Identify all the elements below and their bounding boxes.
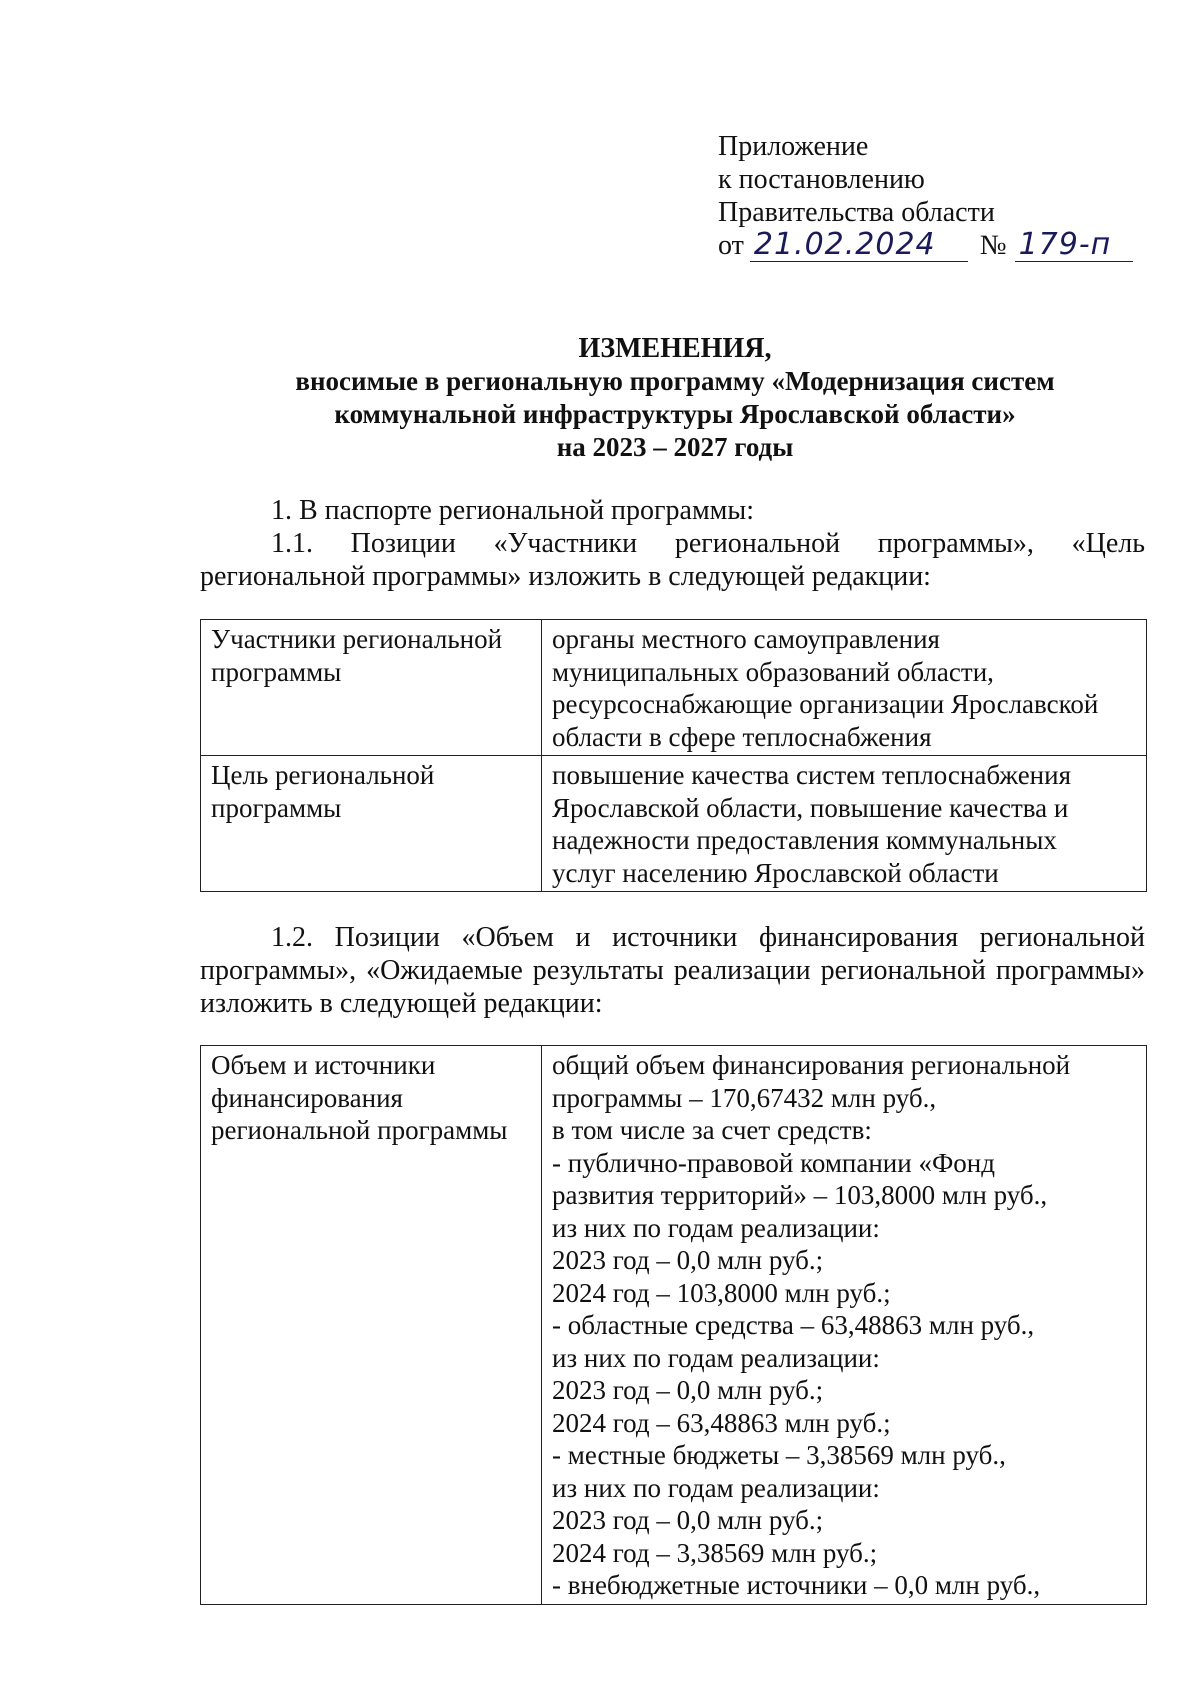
table-cell-label [201, 756, 542, 892]
cell-text: повышение качества систем теплоснабжения [552, 760, 1071, 790]
date-field [750, 227, 968, 262]
cell-text: из них по годам реализации: [552, 1212, 880, 1243]
cell-text: общий объем финансирования региональной [552, 1050, 1071, 1080]
cell-text: 2023 год – 0,0 млн руб.; [552, 1245, 824, 1275]
handwritten-number: 179-п [1018, 227, 1112, 262]
appendix-line-1: Приложение [718, 131, 869, 162]
cell-text: - публично-правовой компании «Фонд [552, 1147, 995, 1178]
number-field [1015, 227, 1133, 262]
cell-text: Объем и источники [211, 1050, 436, 1080]
cell-text: 2024 год – 103,8000 млн руб.; [552, 1277, 891, 1308]
appendix-header [718, 130, 1133, 262]
table-financing [200, 1045, 1147, 1605]
cell-text: программы [211, 792, 342, 823]
cell-text: в том числе за счет средств: [552, 1115, 872, 1145]
table-row [201, 756, 1147, 892]
title-line-2: вносимые в региональную программу «Модернизация систем [295, 366, 1055, 396]
cell-text: программы [211, 656, 342, 687]
title-line-3: коммунальной инфраструктуры Ярославской области» [334, 399, 1016, 429]
cell-text: из них по годам реализации: [552, 1472, 880, 1503]
cell-text: услуг населению Ярославской области [552, 857, 999, 888]
paragraph-1-1: 1.1. Позиции «Участники региональной программы», «Цель региональной программы» изложить в следующей редакции: [200, 528, 1145, 592]
number-sign: № [979, 230, 1007, 261]
table-cell-value [542, 1046, 1147, 1605]
cell-text: - областные средства – 63,48863 млн руб., [552, 1310, 1035, 1340]
cell-text: развития территорий» – 103,8000 млн руб., [552, 1180, 1048, 1210]
table-row [201, 1046, 1147, 1605]
document-title [200, 332, 1150, 464]
cell-text: 2024 год – 3,38569 млн руб.; [552, 1537, 878, 1568]
cell-text: ресурсоснабжающие организации Ярославской [552, 689, 1099, 719]
cell-text: Участники региональной [211, 624, 503, 654]
table-cell-value [542, 620, 1147, 756]
cell-text: программы – 170,67432 млн руб., [552, 1082, 937, 1113]
table-row [201, 620, 1147, 756]
appendix-line-2: к постановлению [718, 164, 925, 195]
cell-text: Цель региональной [211, 760, 435, 790]
cell-text: области в сфере теплоснабжения [552, 721, 932, 752]
cell-text: - местные бюджеты – 3,38569 млн руб., [552, 1440, 1006, 1470]
table-cell-label [201, 1046, 542, 1605]
date-prefix: от [718, 230, 744, 261]
cell-text: Ярославской области, повышение качества и [552, 792, 1069, 823]
paragraph-1: 1. В паспорте региональной программы: [271, 495, 754, 526]
title-main: ИЗМЕНЕНИЯ, [578, 333, 772, 364]
table-participants-goal [200, 619, 1147, 892]
table-cell-value [542, 756, 1147, 892]
cell-text: из них по годам реализации: [552, 1342, 880, 1373]
appendix-date-number-row [718, 229, 1133, 262]
cell-text: муниципальных образований области, [552, 656, 994, 687]
cell-text: 2023 год – 0,0 млн руб.; [552, 1375, 824, 1405]
cell-text: региональной программы [211, 1115, 508, 1145]
cell-text: органы местного самоуправления [552, 624, 940, 654]
cell-text: надежности предоставления коммунальных [552, 825, 1057, 855]
handwritten-date: 21.02.2024 [753, 227, 936, 262]
cell-text: 2024 год – 63,48863 млн руб.; [552, 1407, 891, 1438]
table-cell-label [201, 620, 542, 756]
paragraph-1-2: 1.2. Позиции «Объем и источники финансирования региональной программы», «Ожидаемые результаты реализации региональной программы» изложить в следующей редакции: [200, 922, 1145, 1019]
cell-text: - внебюджетные источники – 0,0 млн руб., [552, 1570, 1041, 1600]
appendix-line-3: Правительства области [718, 197, 995, 228]
title-line-4: на 2023 – 2027 годы [556, 432, 794, 462]
cell-text: 2023 год – 0,0 млн руб.; [552, 1505, 824, 1535]
cell-text: финансирования [211, 1082, 403, 1113]
